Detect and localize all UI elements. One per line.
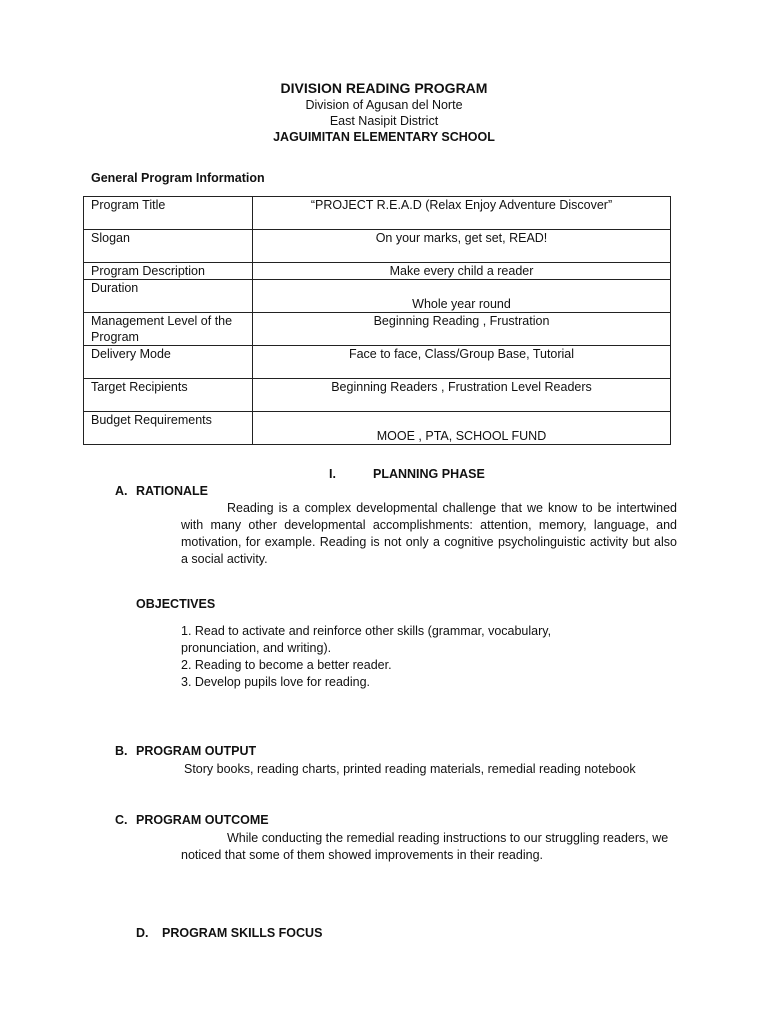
list-item: 3. Develop pupils love for reading.: [181, 675, 371, 689]
school-name: JAGUIMITAN ELEMENTARY SCHOOL: [273, 130, 495, 144]
row-label: Delivery Mode: [84, 346, 253, 379]
row-value: Make every child a reader: [253, 263, 671, 280]
rationale-text: Reading is a complex developmental challenge that we know to be intertwined with many other developmental accomplishments: attention, memory, language, and motivation, for example. Reading is not only a cognitive psycholinguistic activity but also a social activity.: [181, 501, 677, 566]
rationale-title: RATIONALE: [136, 484, 208, 498]
rationale-letter: A.: [115, 484, 128, 498]
output-text: Story books, reading charts, printed reading materials, remedial reading notebook: [184, 762, 636, 776]
skills-letter: D.: [136, 926, 149, 940]
document-title: DIVISION READING PROGRAM: [280, 80, 488, 96]
program-info-table: [83, 196, 671, 445]
table-row: [84, 379, 671, 412]
row-label: Program Title: [84, 197, 253, 230]
planning-numeral: I.: [329, 467, 336, 481]
row-label: Duration: [84, 280, 253, 313]
planning-title: PLANNING PHASE: [373, 467, 485, 481]
objectives-title: OBJECTIVES: [136, 597, 216, 611]
division-name: Division of Agusan del Norte: [305, 98, 463, 112]
row-value: Face to face, Class/Group Base, Tutorial: [253, 346, 671, 379]
row-value: “PROJECT R.E.A.D (Relax Enjoy Adventure Discover”: [253, 197, 671, 230]
row-label: Program Description: [84, 263, 253, 280]
table-row: [84, 412, 671, 445]
row-value: Whole year round: [253, 280, 671, 313]
table-row: [84, 230, 671, 263]
objectives-list: [181, 623, 621, 691]
table-row: [84, 263, 671, 280]
output-title: PROGRAM OUTPUT: [136, 744, 257, 758]
district-name: East Nasipit District: [329, 114, 439, 128]
outcome-letter: C.: [115, 813, 128, 827]
row-label: Slogan: [84, 230, 253, 263]
outcome-text: While conducting the remedial reading instructions to our struggling readers, we noticed that some of them showed improvements in their reading.: [181, 831, 669, 862]
general-info-heading: General Program Information: [91, 171, 265, 185]
skills-title: PROGRAM SKILLS FOCUS: [162, 926, 323, 940]
list-item: 2. Reading to become a better reader.: [181, 658, 392, 672]
table-row: [84, 313, 671, 346]
row-label: Budget Requirements: [84, 412, 253, 445]
table-row: [84, 280, 671, 313]
table-row: [84, 197, 671, 230]
row-value: MOOE , PTA, SCHOOL FUND: [253, 412, 671, 445]
output-letter: B.: [115, 744, 128, 758]
row-value: On your marks, get set, READ!: [253, 230, 671, 263]
outcome-title: PROGRAM OUTCOME: [136, 813, 269, 827]
row-label: Management Level of the Program: [84, 313, 253, 346]
row-label: Target Recipients: [84, 379, 253, 412]
list-item: 1. Read to activate and reinforce other skills (grammar, vocabulary, pronunciation, and writing).: [181, 624, 552, 655]
row-value: Beginning Reading , Frustration: [253, 313, 671, 346]
table-row: [84, 346, 671, 379]
row-value: Beginning Readers , Frustration Level Readers: [253, 379, 671, 412]
